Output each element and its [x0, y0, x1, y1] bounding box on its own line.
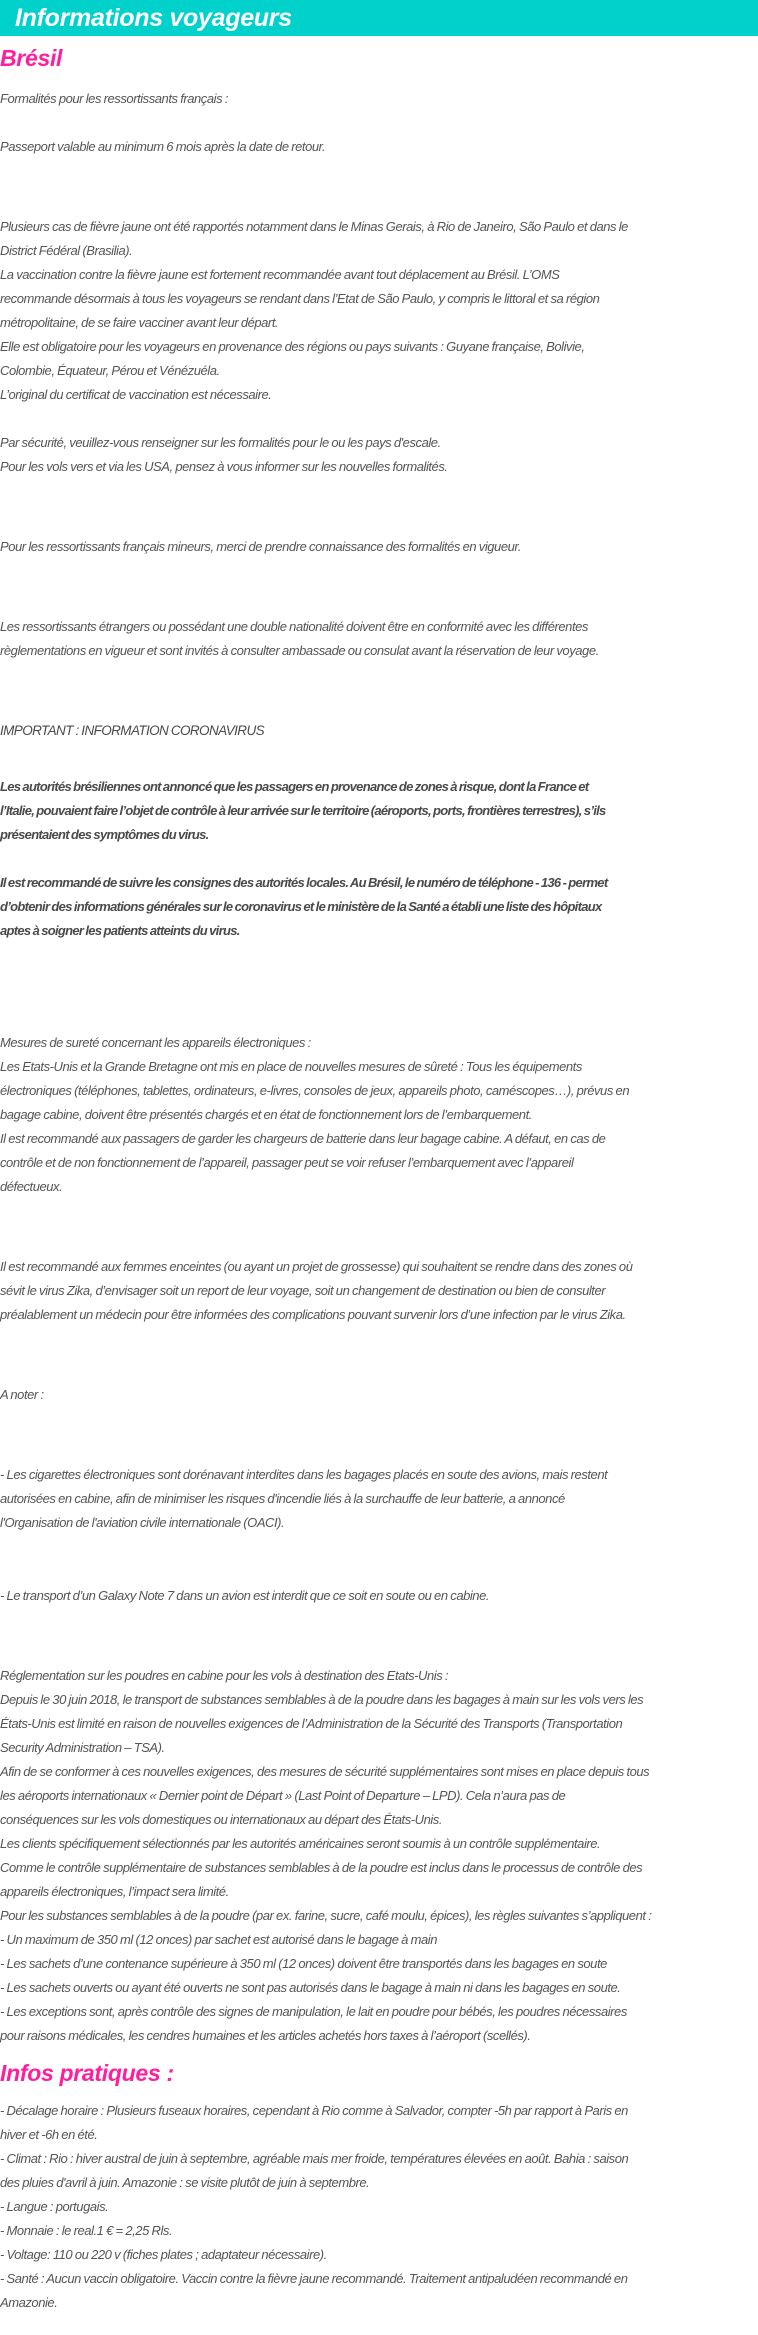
- text-line: pour raisons médicales, les cendres humaines et les articles achetés hors taxes à l’aéroport (scellés).: [0, 2028, 531, 2043]
- minors-paragraph: [0, 535, 758, 559]
- text-line: - Décalage horaire : Plusieurs fuseaux horaires, cependant à Rio comme à Salvador, compter -5h par rapport à Paris en: [0, 2103, 628, 2118]
- stopover-paragraph: [0, 431, 758, 479]
- yellow-fever-paragraph: [0, 215, 758, 407]
- text-line: - Le transport d’un Galaxy Note 7 dans un avion est interdit que ce soit en soute ou en cabine.: [0, 1588, 490, 1603]
- a-noter-label: [0, 1383, 758, 1407]
- text-line: l’Italie, pouvaient faire l’objet de contrôle à leur arrivée sur le territoire (aéroports, ports, frontières terrestres), s’ils: [0, 803, 606, 818]
- text-line: règlementations en vigueur et sont invités à consulter ambassade ou consulat avant la réservation de leur voyage.: [0, 643, 599, 658]
- text-line: IMPORTANT : INFORMATION CORONAVIRUS: [0, 723, 265, 738]
- text-line: Amazonie.: [0, 2295, 58, 2310]
- infos-pratiques-list: [0, 2099, 758, 2315]
- foreigners-paragraph: [0, 615, 758, 663]
- e-cigarettes-paragraph: [0, 1463, 758, 1535]
- text-line: Il est recommandé aux femmes enceintes (ou ayant un projet de grossesse) qui souhaitent se rendre dans des zones où: [0, 1259, 633, 1274]
- text-line: Pour les substances semblables à de la poudre (par ex. farine, sucre, café moulu, épices), les règles suivantes s’appliquent :: [0, 1908, 652, 1923]
- text-line: Les autorités brésiliennes ont annoncé que les passagers en provenance de zones à risque, dont la France et: [0, 779, 589, 794]
- text-line: - Climat : Rio : hiver austral de juin à septembre, agréable mais mer froide, températures élevées en août. Bahia : saison: [0, 2151, 629, 2166]
- text-line: - Les sachets d’une contenance supérieure à 350 ml (12 onces) doivent être transportés dans les bagages en soute: [0, 1956, 607, 1971]
- text-line: Par sécurité, veuillez-vous renseigner sur les formalités pour le ou les pays d'escale.: [0, 435, 441, 450]
- text-line: A noter :: [0, 1387, 44, 1402]
- text-line: District Fédéral (Brasilia).: [0, 243, 133, 258]
- text-line: appareils électroniques, l’impact sera limité.: [0, 1884, 229, 1899]
- text-line: - Santé : Aucun vaccin obligatoire. Vaccin contre la fièvre jaune recommandé. Traitement antipaludéen recommandé en: [0, 2271, 628, 2286]
- zika-paragraph: [0, 1255, 758, 1327]
- text-line: Les clients spécifiquement sélectionnés par les autorités américaines seront soumis à un contrôle supplémentaire.: [0, 1836, 601, 1851]
- page-header-bar: [0, 0, 758, 36]
- galaxy-note-paragraph: [0, 1584, 758, 1608]
- text-line: - Les exceptions sont, après contrôle des signes de manipulation, le lait en poudre pour bébés, les poudres nécessaires: [0, 2004, 627, 2019]
- text-line: défectueux.: [0, 1179, 63, 1194]
- text-line: Il est recommandé aux passagers de garder les chargeurs de batterie dans leur bagage cabine. A défaut, en cas de: [0, 1131, 606, 1146]
- text-line: autorisées en cabine, afin de minimiser les risques d'incendie liés à la surchauffe de leur batterie, a annoncé: [0, 1491, 565, 1506]
- infos-pratiques-title: Infos pratiques :: [0, 2060, 174, 2086]
- text-line: sévit le virus Zika, d’envisager soit un report de leur voyage, soit un changement de destination ou bien de consulter: [0, 1283, 606, 1298]
- text-line: aptes à soigner les patients atteints du virus.: [0, 923, 240, 938]
- text-line: Formalités pour les ressortissants français :: [0, 91, 228, 106]
- text-line: - Les sachets ouverts ou ayant été ouverts ne sont pas autorisés dans le bagage à main ni dans les bagages en soute.: [0, 1980, 621, 1995]
- coronavirus-paragraph-1: [0, 775, 758, 847]
- text-line: Mesures de sureté concernant les appareils électroniques :: [0, 1035, 311, 1050]
- text-line: - Un maximum de 350 ml (12 onces) par sachet est autorisé dans le bagage à main: [0, 1932, 437, 1947]
- text-line: préalablement un médecin pour être informées des complications pouvant survenir lors d’une infection par le virus Zika.: [0, 1307, 626, 1322]
- text-line: Afin de se conformer à ces nouvelles exigences, des mesures de sécurité supplémentaires sont mises en place depuis tous: [0, 1764, 650, 1779]
- text-line: Colombie, Équateur, Pérou et Vénézuéla.: [0, 363, 220, 378]
- text-line: Les Etats-Unis et la Grande Bretagne ont mis en place de nouvelles mesures de sûreté : Tous les équipements: [0, 1059, 582, 1074]
- powder-regulation-paragraph: [0, 1664, 758, 2048]
- country-title: Brésil: [0, 45, 63, 71]
- text-line: Elle est obligatoire pour les voyageurs en provenance des régions ou pays suivants : Guyane française, Bolivie,: [0, 339, 585, 354]
- text-line: - Les cigarettes électroniques sont dorénavant interdites dans les bagages placés en soute des avions, mais restent: [0, 1467, 608, 1482]
- text-line: Il est recommandé de suivre les consignes des autorités locales. Au Brésil, le numéro de téléphone - 136 - permet: [0, 875, 608, 890]
- coronavirus-paragraph-2: [0, 871, 758, 943]
- electronics-paragraph: [0, 1031, 758, 1199]
- text-line: - Langue : portugais.: [0, 2199, 109, 2214]
- text-line: recommande désormais à tous les voyageurs se rendant dans l’Etat de São Paulo, y compris le littoral et sa région: [0, 291, 600, 306]
- text-line: d’obtenir des informations générales sur le coronavirus et le ministère de la Santé a établi une liste des hôpitaux: [0, 899, 602, 914]
- text-line: contrôle et de non fonctionnement de l’appareil, passager peut se voir refuser l’embarquement avec l’appareil: [0, 1155, 574, 1170]
- coronavirus-title: [0, 719, 758, 743]
- text-line: bagage cabine, doivent être présentés chargés et en état de fonctionnement lors de l’embarquement.: [0, 1107, 532, 1122]
- text-line: Pour les ressortissants français mineurs, merci de prendre connaissance des formalités en vigueur.: [0, 539, 521, 554]
- formalites-label: [0, 87, 758, 111]
- text-line: Les ressortissants étrangers ou possédant une double nationalité doivent être en conformité avec les différentes: [0, 619, 588, 634]
- text-line: La vaccination contre la fièvre jaune est fortement recommandée avant tout déplacement au Brésil. L’OMS: [0, 267, 560, 282]
- text-line: l'Organisation de l'aviation civile internationale (OACI).: [0, 1515, 285, 1530]
- text-line: Depuis le 30 juin 2018, le transport de substances semblables à de la poudre dans les bagages à main sur les vols vers les: [0, 1692, 644, 1707]
- text-line: des pluies d'avril à juin. Amazonie : se visite plutôt de juin à septembre.: [0, 2175, 370, 2190]
- text-line: Réglementation sur les poudres en cabine pour les vols à destination des Etats-Unis :: [0, 1668, 449, 1683]
- text-line: Pour les vols vers et via les USA, pensez à vous informer sur les nouvelles formalités.: [0, 459, 448, 474]
- text-line: Security Administration – TSA).: [0, 1740, 165, 1755]
- text-line: les aéroports internationaux « Dernier point de Départ » (Last Point of Departure – LPD). Cela n’aura pas de: [0, 1788, 566, 1803]
- text-line: hiver et -6h en été.: [0, 2127, 98, 2142]
- passeport-requirement: [0, 135, 758, 159]
- text-line: États-Unis est limité en raison de nouvelles exigences de l’Administration de la Sécurité des Transports (Transportation: [0, 1716, 623, 1731]
- text-line: conséquences sur les vols domestiques ou internationaux au départ des États-Unis.: [0, 1812, 442, 1827]
- text-line: - Voltage: 110 ou 220 v (fiches plates ; adaptateur nécessaire).: [0, 2247, 327, 2262]
- text-line: présentaient des symptômes du virus.: [0, 827, 209, 842]
- page-title: Informations voyageurs: [15, 4, 292, 32]
- text-line: Passeport valable au minimum 6 mois après la date de retour.: [0, 139, 326, 154]
- text-line: Plusieurs cas de fièvre jaune ont été rapportés notamment dans le Minas Gerais, à Rio de Janeiro, São Paulo et dans le: [0, 219, 628, 234]
- text-line: métropolitaine, de se faire vacciner avant leur départ.: [0, 315, 279, 330]
- text-line: électroniques (téléphones, tablettes, ordinateurs, e-livres, consoles de jeux, appareils photo, caméscopes…), prévus en: [0, 1083, 630, 1098]
- text-line: L’original du certificat de vaccination est nécessaire.: [0, 387, 272, 402]
- text-line: - Monnaie : le real.1 € = 2,25 Rls.: [0, 2223, 173, 2238]
- text-line: Comme le contrôle supplémentaire de substances semblables à de la poudre est inclus dans le processus de contrôle des: [0, 1860, 643, 1875]
